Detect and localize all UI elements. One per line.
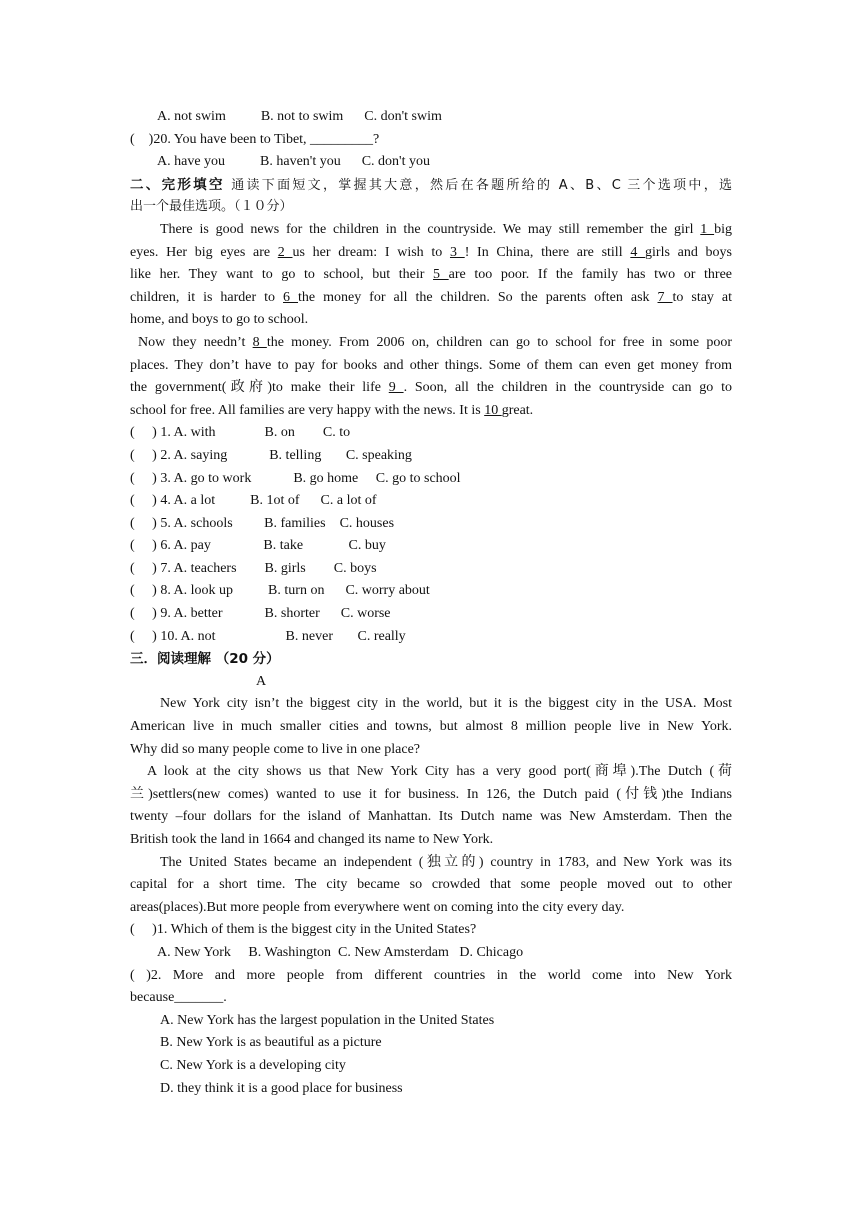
blank-6: 6 (283, 289, 299, 305)
cloze-line-9: school for free. All families are very happy with the news. It is 10 great. (130, 402, 534, 418)
cloze-line-2: eyes. Her big eyes are 2 us her dream: I wish to 3 ! In China, there are still 4 girls and boys (130, 244, 733, 260)
cloze-line-3: like her. They want to go to school, but their 5 are too poor. If the family has two or three (130, 267, 733, 283)
cloze-question-9: ( ) 9. A. better B. shorter C. worse (130, 606, 391, 622)
cloze-question-3: ( ) 3. A. go to work B. go home C. go to school (130, 470, 461, 486)
cloze-instruction: 通读下面短文，掌握其大意，然后在各题所给的 A、B、C 三个选项中，选 (224, 177, 732, 193)
reading-q1: ( )1. Which of them is the biggest city in the United States? (130, 922, 477, 938)
blank-9: 9 (388, 380, 404, 396)
blank-1: 1 (700, 221, 715, 237)
q19-options: A. not swim B. not to swim C. don't swim (157, 109, 442, 124)
reading-q2-option-a: A. New York has the largest population in the United States (160, 1012, 495, 1028)
reading-q2-option-c: C. New York is a developing city (160, 1057, 346, 1073)
q20-question: ( )20. You have been to Tibet, _________? (130, 131, 380, 147)
cloze-question-5: ( ) 5. A. schools B. families C. houses (130, 515, 395, 531)
reading-q2-option-d: D. they think it is a good place for business (160, 1080, 403, 1096)
cloze-question-7: ( ) 7. A. teachers B. girls C. boys (130, 560, 377, 576)
reading-q2-l2: because_______. (130, 990, 227, 1006)
reading-p1-l3: Why did so many people come to live in one place? (130, 741, 421, 757)
q20-options: A. have you B. haven't you C. don't you (157, 154, 430, 170)
reading-p2-l1: A look at the city shows us that New York City has a very good port(商埠).The Dutch (荷 (147, 764, 732, 780)
blank-10: 10 (484, 402, 502, 418)
cloze-question-10: ( ) 10. A. not B. never C. really (130, 628, 406, 644)
reading-p2-l3: twenty –four dollars for the island of Manhattan. Its Dutch name was New Amsterdam. Then the (130, 809, 732, 825)
reading-p1-l1: New York city isn’t the biggest city in the world, but it is the biggest city in the USA. Most (160, 696, 732, 712)
cloze-question-2: ( ) 2. A. saying B. telling C. speaking (130, 447, 412, 463)
blank-8: 8 (252, 334, 267, 350)
cloze-line-6: Now they needn’t 8 the money. From 2006 on, children can go to school for free in some poor (138, 334, 732, 350)
cloze-line-5: home, and boys to go to school. (130, 312, 309, 328)
blank-2: 2 (277, 244, 293, 260)
blank-3: 3 (449, 244, 465, 260)
reading-title: 三．阅读理解 （20 分） (130, 651, 280, 668)
reading-p3-l2: capital for a short time. The city became so crowded that some people moved out to other (130, 877, 732, 893)
reading-part-label: A (256, 673, 267, 689)
reading-p3-l3: areas(places).But more people from everywhere went on coming into the city every day. (130, 899, 625, 915)
reading-p3-l1: The United States became an independent (独立的) country in 1783, and New York was its (160, 854, 732, 870)
cloze-title: 二、完形填空 (130, 176, 225, 193)
cloze-line-1: There is good news for the children in the countryside. We may still remember the girl 1 big (160, 221, 732, 237)
cloze-header (130, 174, 732, 197)
cloze-line-4: children, it is harder to 6 the money for all the children. So the parents often ask 7 to stay at (130, 289, 733, 305)
reading-q2-option-b: B. New York is as beautiful as a picture (160, 1035, 382, 1051)
reading-p1-l2: American live in much smaller cities and towns, but almost 8 million people live in New York. (130, 719, 732, 735)
blank-7: 7 (657, 289, 673, 305)
cloze-question-4: ( ) 4. A. a lot B. 1ot of C. a lot of (130, 493, 377, 509)
reading-q1-options: A. New York B. Washington C. New Amsterdam D. Chicago (157, 944, 524, 960)
blank-4: 4 (630, 244, 646, 260)
cloze-question-6: ( ) 6. A. pay B. take C. buy (130, 538, 386, 554)
reading-p2-l2: 兰)settlers(new comes) wanted to use it for business. In 126, the Dutch paid (付钱)the Indians (130, 786, 732, 802)
reading-p2-l4: British took the land in 1664 and changed its name to New York. (130, 832, 494, 847)
cloze-question-8: ( ) 8. A. look up B. turn on C. worry about (130, 583, 430, 599)
cloze-line-8: the government(政府)to make their life 9 . Soon, all the children in the countryside can go to (130, 380, 732, 396)
cloze-line-7: places. They don’t have to pay for books and other things. Some of them can even get money from (130, 357, 732, 373)
blank-5: 5 (433, 267, 449, 283)
cloze-question-1: ( ) 1. A. with B. on C. to (130, 425, 351, 441)
exam-page (130, 106, 732, 1100)
cloze-instruction-2: 出一个最佳选项。（１０分） (130, 199, 293, 215)
reading-q2-l1: ( )2. More and more people from different countries in the world come into New York (130, 967, 732, 983)
